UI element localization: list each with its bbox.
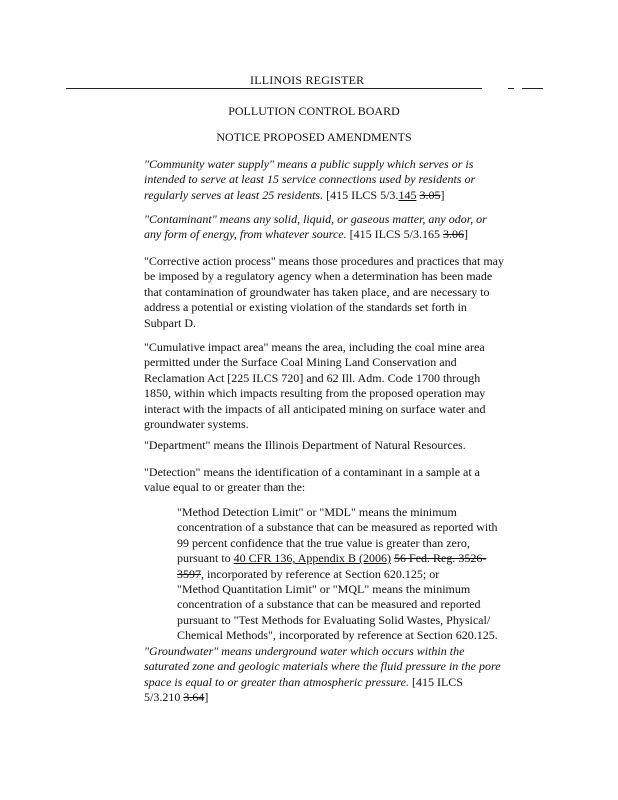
citation-text: 5/3.210 xyxy=(144,690,184,705)
inserted-text: ] xyxy=(299,370,304,385)
text-line xyxy=(144,675,529,690)
text-line: 1850, within which impacts resulting from the proposed operation may xyxy=(144,386,486,401)
text-line xyxy=(144,227,524,242)
inserted-text: 40 CFR 136, Appendix B (2006) xyxy=(233,551,392,566)
header-rule xyxy=(66,88,543,89)
citation-end: ] xyxy=(440,187,445,202)
definition-department xyxy=(144,438,529,453)
text-line xyxy=(144,188,524,203)
text-line: groundwater systems. xyxy=(144,417,249,432)
italic-text: space is equal to or greater than atmospheric pressure. xyxy=(144,674,409,689)
citation-end: ] xyxy=(463,227,468,242)
text-segment: , incorporated by reference at Section 620.125; or xyxy=(201,566,440,581)
register-title: ILLINOIS REGISTER xyxy=(250,73,365,87)
text-line: Chemical Methods", incorporated by reference at Section 620.125. xyxy=(177,628,498,643)
text-line: 99 percent confidence that the true value is greater than zero, xyxy=(177,535,470,550)
text-line: "Department" means the Illinois Department of Natural Resources. xyxy=(144,438,466,452)
text-segment: Reclamation Act [225 ILCS 720 xyxy=(144,370,300,385)
notice-heading: NOTICE PROPOSED AMENDMENTS xyxy=(216,130,412,144)
text-line: concentration of a substance that can be measured and reported xyxy=(177,597,481,612)
text-line: Subpart D. xyxy=(144,315,196,330)
definition-groundwater xyxy=(144,644,529,706)
header-rule-gap xyxy=(482,87,508,90)
text-line xyxy=(177,567,537,582)
citation-text: [415 ILCS xyxy=(408,674,463,689)
text-segment: pursuant to xyxy=(177,551,234,566)
text-line: concentration of a substance that can be measured as reported with xyxy=(177,520,498,535)
text-line: saturated zone and geologic materials where the fluid pressure in the pore xyxy=(144,659,501,674)
definition-community-water-supply xyxy=(144,157,524,203)
citation-text: [415 ILCS 5/3. xyxy=(323,187,399,202)
italic-text: regularly serves at least 25 residents. xyxy=(144,187,324,202)
definition-contaminant xyxy=(144,212,524,243)
text-line: value equal to or greater than the: xyxy=(144,480,306,495)
text-line: "Contaminant" means any solid, liquid, or gaseous matter, any odor, or xyxy=(144,212,487,226)
header-rule-gap xyxy=(514,87,522,90)
text-line: "Method Quantitation Limit" or "MQL" means the minimum xyxy=(177,582,471,597)
text-line: "Method Detection Limit" or "MDL" means the minimum xyxy=(177,505,457,519)
text-line xyxy=(144,690,529,705)
deleted-text: 3.06 xyxy=(442,227,464,242)
text-line: pursuant to "Test Methods for Evaluating Solid Wastes, Physical/ xyxy=(177,612,491,627)
text-line: permitted under the Surface Coal Mining Land Conservation and xyxy=(144,355,457,370)
citation-text: [415 ILCS 5/3.165 xyxy=(346,227,443,242)
deleted-text: 3.64 xyxy=(183,690,205,705)
board-heading: POLLUTION CONTROL BOARD xyxy=(228,104,400,118)
text-line: "Groundwater" means underground water which occurs within the xyxy=(144,644,465,658)
definition-cumulative-impact-area xyxy=(144,340,529,432)
definition-method-limits xyxy=(177,505,537,644)
text-line: "Detection" means the identification of a contaminant in a sample at a xyxy=(144,465,481,479)
text-line: be imposed by a regulatory agency when a determination has been made xyxy=(144,269,493,284)
inserted-text: 145 xyxy=(398,187,417,202)
text-line: intended to serve at least 15 service connections used by residents or xyxy=(144,172,476,187)
deleted-text: 56 Fed. Reg. 3526- xyxy=(394,551,487,566)
deleted-text: 3.05 xyxy=(419,187,441,202)
text-line: address a potential or existing violation of the standards set forth in xyxy=(144,300,467,315)
citation-end: ] xyxy=(204,690,209,705)
text-line xyxy=(144,371,529,386)
definition-corrective-action xyxy=(144,254,529,331)
deleted-text: 3597 xyxy=(177,566,201,581)
text-line: interact with the impacts of all anticipated mining on surface water and xyxy=(144,401,486,416)
text-line: that contamination of groundwater has taken place, and are necessary to xyxy=(144,284,490,299)
text-line: "Community water supply" means a public supply which serves or is xyxy=(144,157,474,171)
text-segment: and 62 Ill. Adm. Code 1700 through xyxy=(303,370,481,385)
text-line: "Cumulative impact area" means the area, including the coal mine area xyxy=(144,340,485,354)
italic-text: any form of energy, from whatever source. xyxy=(144,227,347,242)
definition-detection xyxy=(144,465,529,496)
text-line: "Corrective action process" means those procedures and practices that may xyxy=(144,254,504,268)
text-line xyxy=(177,551,537,566)
